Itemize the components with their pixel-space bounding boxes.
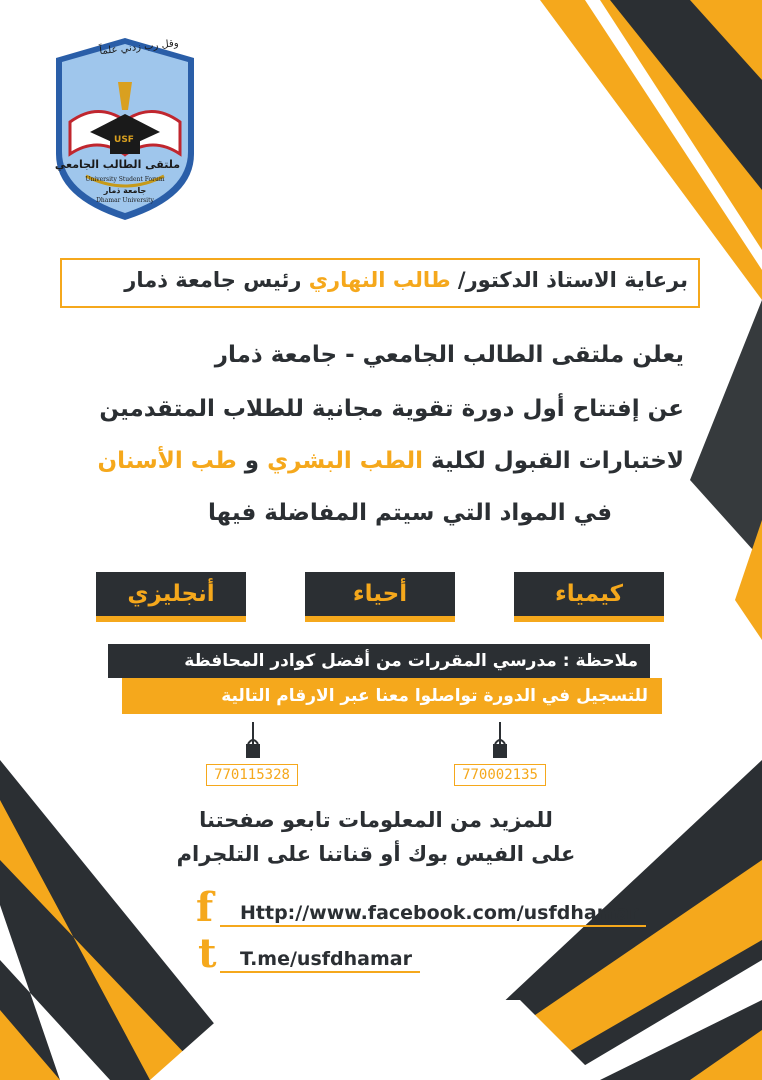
- announcement-line-3: [30, 448, 684, 474]
- note-teachers: ملاحظة : مدرسي المقررات من أفضل كوادر المحافظة: [108, 644, 650, 678]
- binder-clip-icon: [243, 722, 263, 766]
- telegram-link[interactable]: T.me/usfdhamar: [240, 948, 412, 970]
- binder-clip-icon: [490, 722, 510, 766]
- logo-motto: وقل رب زدني علماً: [98, 37, 180, 58]
- logo-university-ar: جامعة ذمار: [103, 186, 147, 195]
- sponsor-prefix: برعاية الاستاذ الدكتور/: [450, 268, 688, 292]
- subject-english: أنجليزي: [96, 572, 246, 622]
- sponsor-name: طالب النهاري: [308, 268, 451, 292]
- facebook-link[interactable]: Http://www.facebook.com/usfdhamar: [240, 902, 639, 924]
- sponsor-suffix: رئيس جامعة ذمار: [124, 268, 309, 292]
- phone-number-2[interactable]: 770115328: [206, 764, 298, 786]
- logo-university-en: Dhamar University: [96, 197, 154, 204]
- subject-biology: أحياء: [305, 572, 455, 622]
- forum-logo: [52, 36, 198, 222]
- line3-prefix: لاختبارات القبول لكلية: [423, 448, 684, 474]
- sponsor-banner: [60, 258, 700, 308]
- telegram-underline: [220, 971, 420, 973]
- more-info-line-1: للمزيد من المعلومات تابعو صفحتنا: [199, 808, 553, 832]
- telegram-icon: t: [198, 930, 217, 977]
- announcement-line-1: يعلن ملتقى الطالب الجامعي - جامعة ذمار: [214, 342, 684, 368]
- announcement-line-4: في المواد التي سيتم المفاضلة فيها: [208, 500, 612, 526]
- logo-english-name: University Student Forum: [85, 176, 165, 183]
- facebook-icon: f: [196, 884, 214, 931]
- more-info-line-2: على الفيس بوك أو قناتنا على التلجرام: [176, 842, 576, 866]
- announcement-line-2: عن إفتتاح أول دورة تقوية مجانية للطلاب المتقدمين: [99, 396, 684, 422]
- line3-and: و: [236, 448, 268, 474]
- phone-number-1[interactable]: 770002135: [454, 764, 546, 786]
- sponsor-text: [124, 268, 688, 292]
- dentistry-college: طب الأسنان: [97, 448, 237, 474]
- subject-chemistry: كيمياء: [514, 572, 664, 622]
- facebook-underline: [220, 925, 646, 927]
- logo-badge: USF: [114, 135, 134, 145]
- logo-arabic-name: ملتقى الطالب الجامعي: [54, 158, 180, 171]
- medicine-college: الطب البشري: [267, 448, 424, 474]
- note-registration: للتسجيل في الدورة تواصلوا معنا عبر الارقام التالية: [122, 678, 662, 714]
